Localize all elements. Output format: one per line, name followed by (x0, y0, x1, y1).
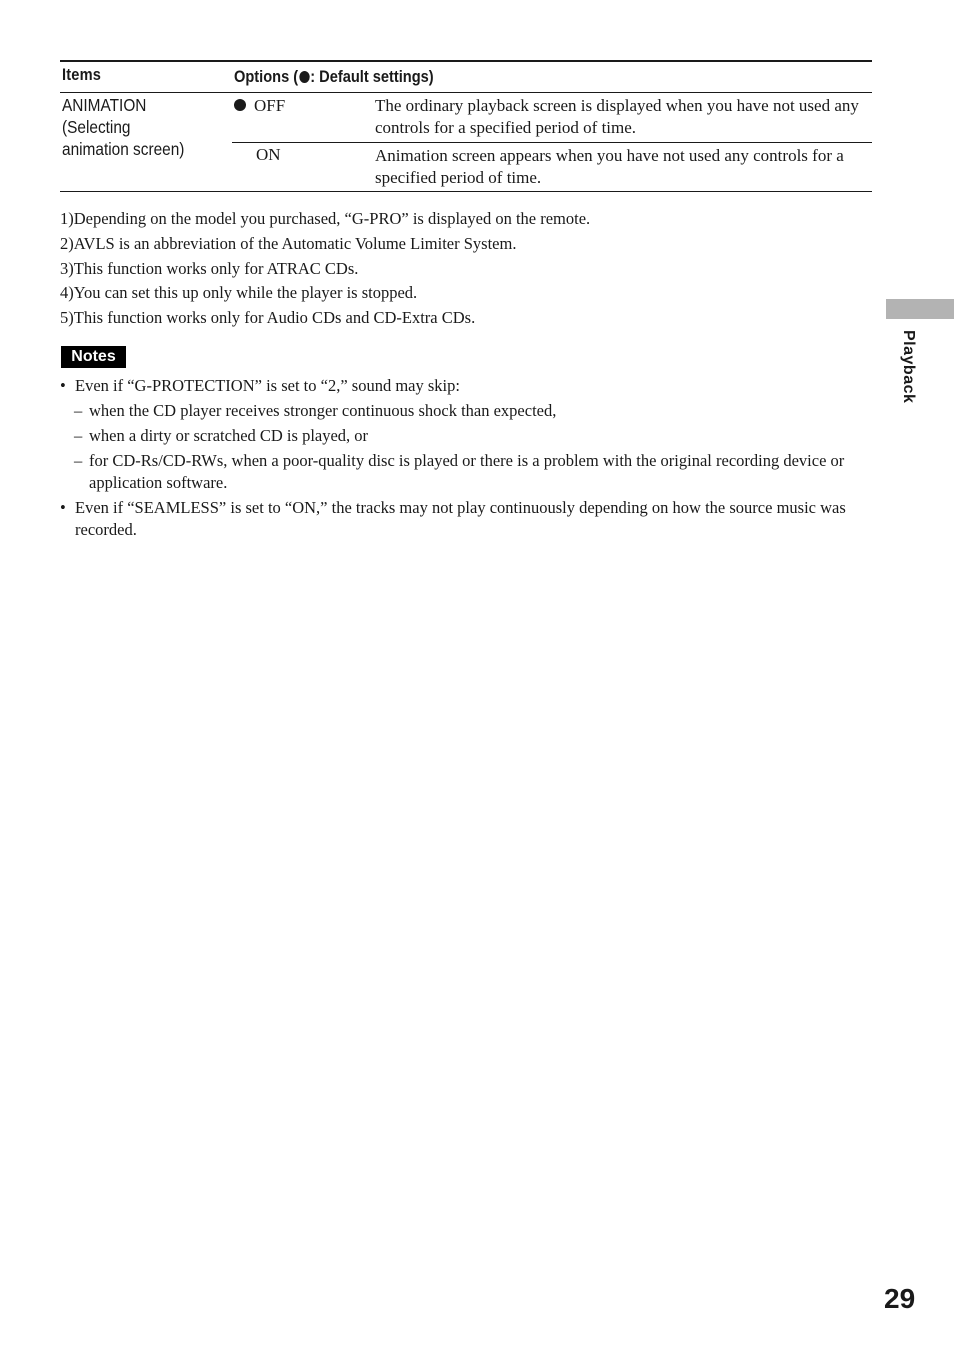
bullet-icon: • (60, 376, 66, 395)
footnote: 4)You can set this up only while the player is stopped. (60, 283, 418, 303)
option-on-description: Animation screen appears when you have not used any controls for a specified period of time. (375, 146, 844, 187)
note-subitem-text: when the CD player receives stronger continuous shock than expected, (89, 401, 557, 420)
option-on-label: ON (256, 145, 281, 164)
table-top-rule (60, 60, 872, 62)
notes-list (60, 375, 850, 541)
dash-icon: – (74, 401, 83, 420)
item-name (62, 94, 184, 160)
footnote: 3)This function works only for ATRAC CDs. (60, 258, 359, 278)
item-name-line: animation screen) (62, 139, 185, 159)
table-header-rule (60, 92, 872, 93)
footnote: 2)AVLS is an abbreviation of the Automatic Volume Limiter System. (60, 233, 517, 253)
header-items: Items (62, 65, 102, 84)
page-number: 29 (884, 1283, 916, 1314)
default-marker-icon (234, 99, 246, 111)
footnote: 1)Depending on the model you purchased, “G-PRO” is displayed on the remote. (60, 209, 591, 228)
option-off-label: OFF (254, 96, 286, 115)
note-subitem-text: for CD-Rs/CD-RWs, when a poor-quality disc is played or there is a problem with the original recording device or application software. (89, 451, 845, 492)
option-off-description: The ordinary playback screen is displayed when you have not used any controls for a specified period of time. (375, 96, 859, 137)
dash-icon: – (74, 426, 83, 445)
note-item (60, 497, 850, 541)
item-name-line: ANIMATION (62, 95, 147, 115)
header-options-prefix: Options ( (234, 67, 299, 86)
item-name-line: (Selecting (62, 117, 131, 137)
footnotes (60, 208, 590, 332)
notes-badge: Notes (61, 346, 126, 368)
side-tab-marker (886, 299, 954, 319)
note-text: Even if “G-PROTECTION” is set to “2,” sound may skip: (75, 376, 460, 395)
bullet-icon: • (60, 498, 66, 517)
table-row-rule (232, 142, 872, 143)
note-subitem (60, 400, 850, 422)
table-bottom-rule (60, 191, 872, 192)
header-options (234, 67, 434, 87)
option-off (234, 96, 285, 116)
dash-icon: – (74, 451, 83, 470)
footnote: 5)This function works only for Audio CDs and CD-Extra CDs. (60, 308, 476, 328)
note-item (60, 375, 850, 397)
default-marker-icon (299, 71, 309, 83)
header-options-suffix: : Default settings) (310, 67, 434, 86)
note-subitem-text: when a dirty or scratched CD is played, or (89, 426, 369, 445)
side-tab-label: Playback (900, 330, 917, 404)
note-subitem (60, 450, 850, 494)
note-text: Even if “SEAMLESS” is set to “ON,” the tracks may not play continuously depending on how the source music was recorded. (75, 498, 846, 539)
note-subitem (60, 425, 850, 447)
